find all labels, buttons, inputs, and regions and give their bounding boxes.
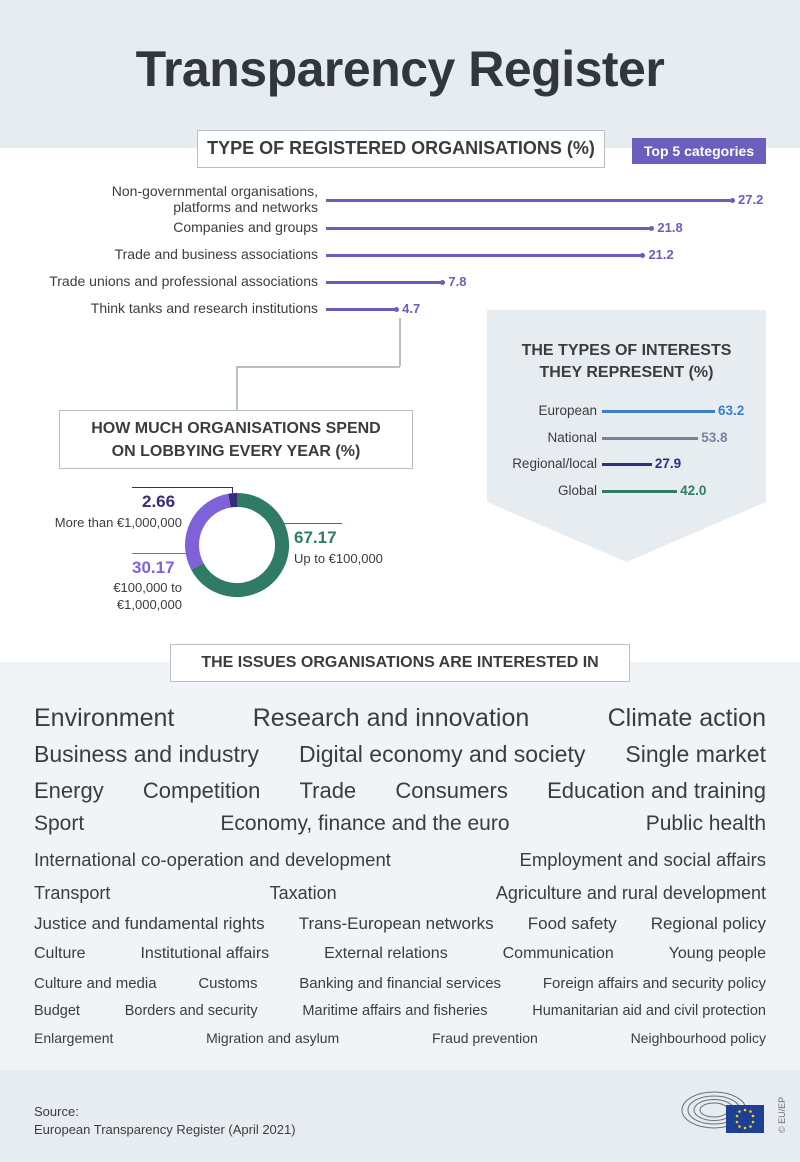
donut-leader-line (132, 553, 188, 554)
issues-heading: THE ISSUES ORGANISATIONS ARE INTERESTED IN (170, 644, 630, 682)
issue-tag: Single market (625, 741, 766, 767)
bar-category-label (0, 246, 318, 262)
bar-value-label: 4.7 (402, 301, 421, 316)
spending-donut-chart (177, 485, 297, 605)
issue-tag: Budget (34, 1003, 80, 1019)
donut-value-label: 67.17 (294, 528, 337, 547)
bar-category-label (0, 273, 318, 289)
source-label: Source: (34, 1104, 79, 1119)
donut-category-label (294, 550, 383, 567)
issue-tag: Culture (34, 945, 86, 962)
issue-tag: Borders and security (124, 1003, 258, 1019)
interest-category-label: Global (557, 483, 597, 498)
bar-category-label-line: Trade and business associations (114, 246, 318, 262)
org-types-heading: TYPE OF REGISTERED ORGANISATIONS (%) (197, 130, 605, 168)
issue-tag: Climate action (607, 704, 766, 732)
spending-heading-line: ON LOBBYING EVERY YEAR (%) (111, 443, 361, 460)
interest-bar (602, 463, 652, 466)
issue-tag: Education and training (547, 778, 766, 803)
bar-value-label: 21.2 (648, 247, 674, 262)
spending-heading (59, 410, 413, 469)
interest-bar (602, 437, 698, 440)
bar-end-dot (730, 198, 735, 203)
interests-heading-line: THEY REPRESENT (%) (539, 364, 714, 381)
bar-end-dot (640, 253, 645, 258)
bar-end-dot (649, 226, 654, 231)
issue-tag: Enlargement (34, 1030, 114, 1046)
interest-category-label: European (538, 403, 597, 418)
issue-tag: Business and industry (34, 741, 260, 767)
issue-tag: External relations (324, 945, 448, 962)
issue-tag: Regional policy (650, 914, 766, 933)
issue-tag: Taxation (269, 883, 337, 903)
interest-value-label: 27.9 (654, 456, 682, 471)
issue-tag: Institutional affairs (140, 945, 270, 962)
european-parliament-logo-icon (680, 1086, 768, 1136)
copyright-note: © EU/EP (777, 1096, 787, 1133)
issue-tag: Digital economy and society (299, 741, 586, 767)
donut-leader-line (232, 487, 233, 493)
connector-line (399, 318, 401, 366)
issue-tag: Customs (198, 975, 258, 992)
bar-category-label (0, 300, 318, 316)
issue-tag: Culture and media (34, 975, 157, 992)
bar-category-label-line: Trade unions and professional associations (49, 273, 318, 289)
bar-category-label-line: Non-governmental organisations, (111, 183, 318, 199)
issue-tag: Agriculture and rural development (495, 883, 766, 903)
issue-tag: Fraud prevention (431, 1030, 538, 1046)
issue-tag: Energy (34, 778, 104, 803)
issue-tag: Food safety (527, 914, 617, 933)
bar-category-label (0, 183, 318, 215)
bar (326, 254, 642, 257)
bar-category-label-line: Think tanks and research institutions (90, 300, 318, 316)
interest-category-label: National (547, 430, 597, 445)
issue-tag: Trans-European networks (298, 914, 494, 933)
issue-tag: Neighbourhood policy (630, 1030, 766, 1046)
interest-value-label: 42.0 (680, 483, 707, 498)
bar-value-label: 21.8 (657, 220, 683, 235)
issue-tag: Consumers (395, 778, 508, 803)
bar-category-label-line: platforms and networks (173, 199, 318, 215)
spending-heading-line: HOW MUCH ORGANISATIONS SPEND (91, 420, 381, 437)
issue-tag: Banking and financial services (299, 975, 502, 992)
source-text: European Transparency Register (April 2021) (34, 1122, 296, 1137)
interest-value-label: 63.2 (718, 403, 745, 418)
top-categories-badge: Top 5 categories (632, 138, 766, 164)
donut-category-label-line: Up to €100,000 (294, 551, 383, 566)
issue-tag: Maritime affairs and fisheries (302, 1003, 488, 1019)
donut-category-label-line: €1,000,000 (116, 597, 182, 612)
donut-category-label-line: €100,000 to (113, 580, 182, 595)
donut-value-label: 2.66 (142, 492, 176, 511)
bar-end-dot (394, 307, 399, 312)
issue-tag: Environment (34, 704, 175, 732)
issue-tag: Foreign affairs and security policy (542, 975, 766, 992)
donut-category-label (20, 514, 182, 531)
issue-tag: Economy, finance and the euro (220, 812, 510, 835)
bar-category-label-line: Companies and groups (173, 219, 318, 235)
page-title: Transparency Register (135, 41, 665, 97)
issue-tag: Employment and social affairs (519, 849, 766, 870)
issue-tag: Transport (34, 883, 111, 903)
bar-category-label (0, 219, 318, 235)
issue-tag: Young people (668, 945, 766, 962)
bar-end-dot (440, 280, 445, 285)
issue-tag: Trade (299, 778, 357, 803)
donut-value-label: 30.17 (132, 558, 175, 577)
issue-tag: Public health (645, 812, 766, 835)
issue-tag: Competition (142, 778, 261, 803)
interest-value-label: 53.8 (701, 430, 728, 445)
issue-tag: Migration and asylum (206, 1030, 340, 1046)
interest-bar (602, 410, 715, 413)
interests-heading-line: THE TYPES OF INTERESTS (521, 342, 732, 359)
issue-tag: Justice and fundamental rights (34, 914, 265, 933)
issue-tag: Research and innovation (252, 704, 530, 732)
interests-heading (487, 340, 766, 384)
donut-slice (192, 501, 230, 567)
bar-value-label: 7.8 (448, 274, 467, 289)
issue-tag: Humanitarian aid and civil protection (532, 1003, 766, 1019)
connector-line (236, 366, 400, 368)
interest-category-label: Regional/local (512, 456, 597, 471)
bar (326, 308, 396, 311)
donut-category-label-line: More than €1,000,000 (54, 515, 182, 530)
bar (326, 199, 732, 202)
bar-value-label: 27.2 (738, 192, 764, 207)
donut-category-label (60, 579, 182, 613)
interest-bar (602, 490, 677, 493)
issue-tag: Communication (502, 945, 614, 962)
donut-leader-line (132, 487, 233, 488)
donut-slice (230, 500, 237, 501)
issue-tag: Sport (34, 812, 85, 835)
connector-line (236, 366, 238, 410)
issue-tag: International co-operation and development (34, 849, 391, 870)
source-note (34, 1103, 296, 1139)
donut-leader-line (284, 523, 342, 524)
bar (326, 227, 651, 230)
bar (326, 281, 442, 284)
